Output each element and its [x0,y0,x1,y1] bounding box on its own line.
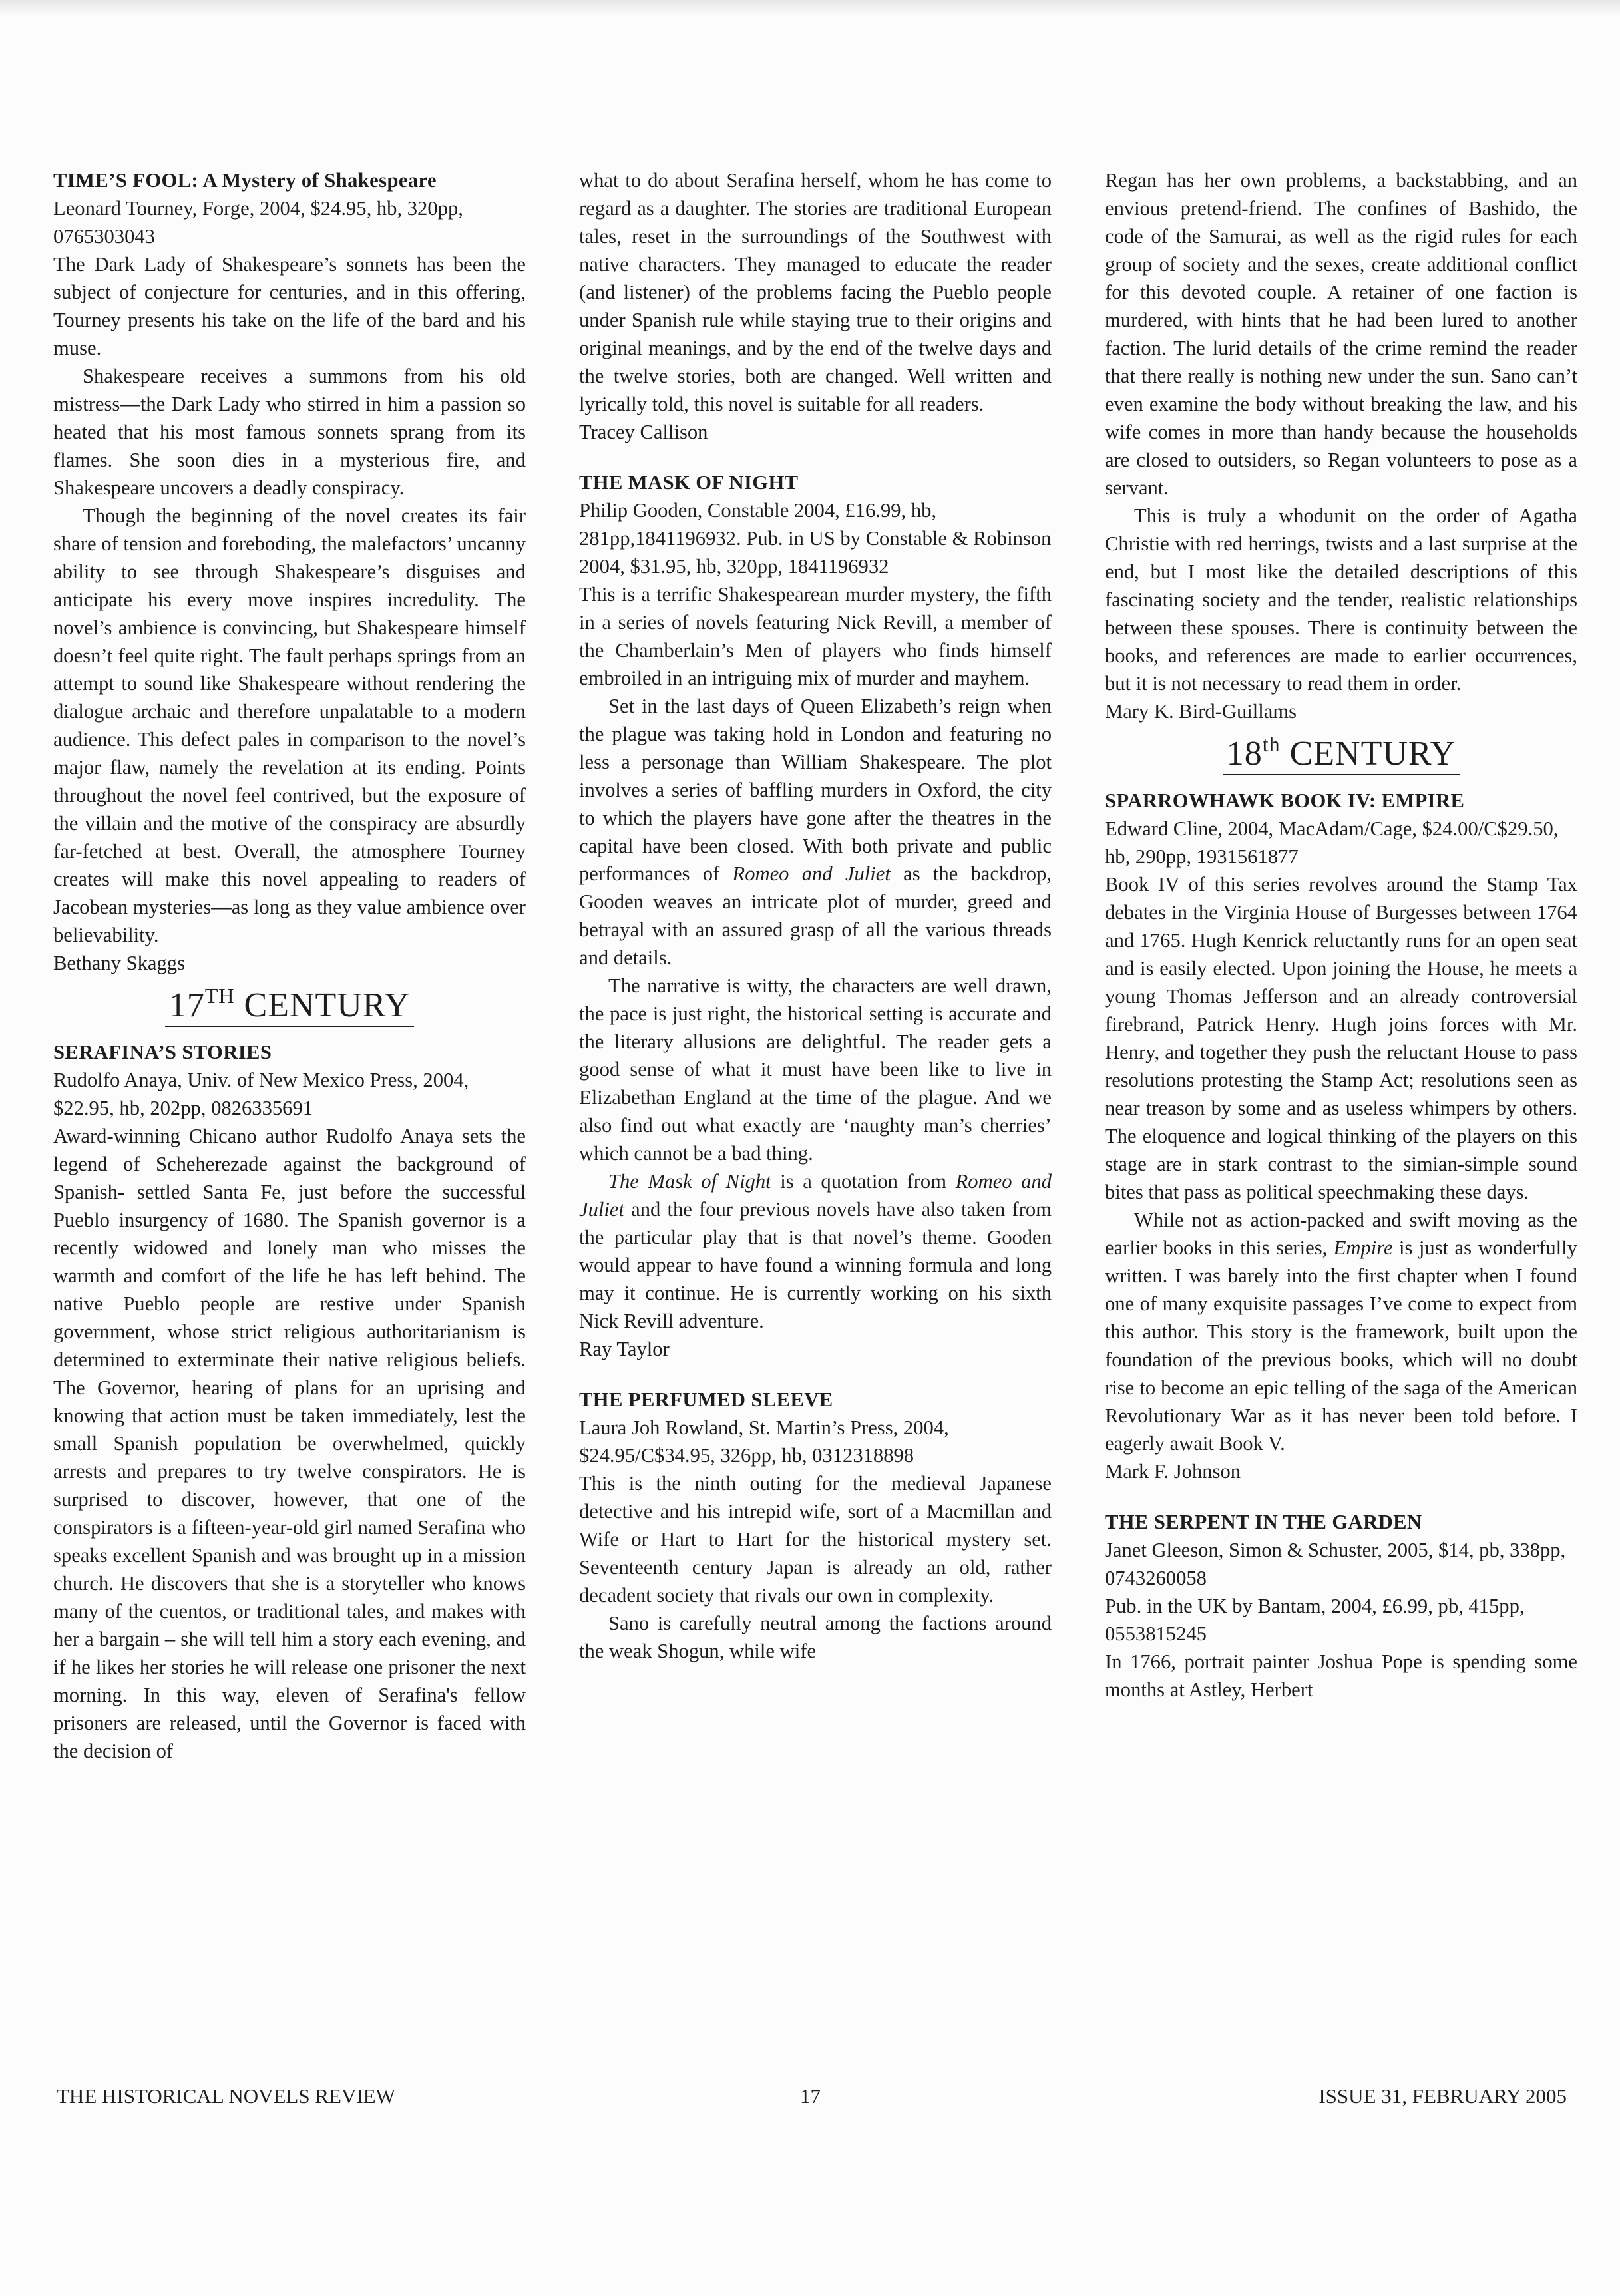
review-paragraph: Book IV of this series revolves around the Stamp Tax debates in the Virginia House of Burgesses between 1764 and 1765. Hugh Kenrick reluctantly runs for an open seat and is easily elected. Upon joining the House, he meets a young Thomas Jefferson and an already controversial firebrand, Patrick Henry. Hugh joins forces with Mr. Henry, and together they push the reluctant House to pass resolutions protesting the Stamp Act; resolutions seen as near treason by some and as useless whimpers by others. The eloquence and logical thinking of the players on this stage are in stark contrast to the simian-simple sound bites that pass as political speechmaking these days. [1105,873,1577,1203]
review-paragraph: Regan has her own problems, a backstabbing, and an envious pretend-friend. The confines of Bashido, the code of the Samurai, as well as the rigid rules for each group of society and the sexes, create additional conflict for this devoted couple. A retainer of one faction is murdered, with hints that he had been lured to another faction. The lurid details of the crime remind the reader that there really is nothing new under the sun. Sano can’t even examine the body without breaking the law, and his wife comes in more than handy because the households are closed to outsiders, so Regan volunteers to pose as a servant. [1105,169,1577,499]
review-paragraph: what to do about Serafina herself, whom he has come to regard as a daughter. The stories are traditional European tales, reset in the surroundings of the Southwest with native characters. They managed to educate the reader (and listener) of the problems facing the Pueblo people under Spanish rule while staying true to their origins and original meanings, and by the end of the twelve days and the twelve stories, both are changed. Well written and lyrically told, this novel is suitable for all readers. [579,169,1052,415]
century-suffix: TH [204,984,235,1008]
footer-publication-name: THE HISTORICAL NOVELS REVIEW [57,2084,395,2108]
century-word: CENTURY [1289,735,1456,773]
review-paragraph: This is truly a whodunit on the order of Agatha Christie with red herrings, twists and a last surprise at the end, but I most like the detailed descriptions of this fascinating society and the tender, realistic relationships between these spouses. There is continuity between the books, and references are made to earlier occurrences, but it is not necessary to read them in order. [1105,504,1577,695]
review-paragraph: Award-winning Chicano author Rudolfo Anaya sets the legend of Scheherezade against the background of Spanish- settled Santa Fe, just before the successful Pueblo insurgency of 1680. The Spanish governor is a recently widowed and lonely man who misses the warmth and comfort of the life he has left behind. The native Pueblo people are restive under Spanish government, whose strict religious authoritarianism is determined to exterminate their native religious beliefs. The Governor, hearing of plans for an uprising and knowing that action must be taken immediately, lest the small Spanish population be overwhelmed, quickly arrests and prepares to try twelve conspirators. He is surprised to discover, however, that one of the conspirators is a fifteen-year-old girl named Serafina who speaks excellent Spanish and was brought up in a mission church. He discovers that she is a storyteller who knows many of the cuentos, or traditional tales, and makes with her a bargain – she will tell him a story each evening, and if he likes her stories he will release one prisoner the next morning. In this way, eleven of Serafina's fellow prisoners are released, until the Governor is faced with the decision of [53,1125,526,1762]
section-heading-18th-century [1105,732,1577,773]
section-heading-17th-century [53,986,526,1025]
review-paragraph: This is a terrific Shakespearean murder mystery, the fifth in a series of novels featuring Nick Revill, a member of the Chamberlain’s Men of players who finds himself embroiled in an intriguing mix of murder and mayhem. [579,583,1052,689]
review-meta: Philip Gooden, Constable 2004, £16.99, hb, 281pp,1841196932. Pub. in US by Constable & Robinson 2004, $31.95, hb, 320pp, 1841196932 [579,499,1052,578]
review-paragraph [579,692,1052,972]
review-title: SPARROWHAWK BOOK IV: EMPIRE [1105,789,1465,812]
footer-page-number: 17 [800,2084,821,2108]
reviewer-name: Mary K. Bird-Guillams [1105,700,1297,723]
review-title: THE MASK OF NIGHT [579,471,799,494]
text-run: While not as action-packed and swift moving as the earlier books in this series, [1105,1209,1577,1259]
reviewer-name: Mark F. Johnson [1105,1460,1241,1483]
text-run: Set in the last days of Queen Elizabeth’s reign when the plague was taking hold in London and featuring no less a personage than William Shakespeare. The plot involves a series of baffling murders in Oxford, the city to which the players have gone after the theatres in the capital have been closed. With both private and public performances of [579,695,1052,885]
review-meta: Edward Cline, 2004, MacAdam/Cage, $24.00/C$29.50, hb, 290pp, 1931561877 [1105,817,1559,868]
reviewer-name: Tracey Callison [579,421,708,443]
reviewer-name: Bethany Skaggs [53,952,185,974]
review-title: THE PERFUMED SLEEVE [579,1388,833,1411]
column-1 [53,166,526,1765]
review-paragraph [1105,1206,1577,1457]
review-meta: Leonard Tourney, Forge, 2004, $24.95, hb, 320pp, 0765303043 [53,197,463,248]
review-title: TIME’S FOOL: A Mystery of Shakespeare [53,169,437,192]
review-paragraph: In 1766, portrait painter Joshua Pope is spending some months at Astley, Herbert [1105,1650,1577,1701]
review-paragraph: Though the beginning of the novel creates its fair share of tension and foreboding, the malefactors’ uncanny ability to see through Shakespeare’s disguises and anticipate his every move inspires incredulity. The novel’s ambience is convincing, but Shakespeare himself doesn’t feel quite right. The fault perhaps springs from an attempt to sound like Shakespeare without rendering the dialogue archaic and therefore unpalatable to a modern audience. This defect pales in comparison to the novel’s major flaw, namely the revelation at its ending. Points throughout the novel feel contrived, but the exposure of the villain and the motive of the conspiracy are absurdly far-fetched at best. Overall, the atmosphere Tourney creates will make this novel appealing to readers of Jacobean mysteries—as long as they value ambience over believability. [53,504,526,946]
review-paragraph: This is the ninth outing for the medieval Japanese detective and his intrepid wife, sort of a Macmillan and Wife or Hart to Hart for the historical mystery set. Seventeenth century Japan is already an old, rather decadent society that rivals our own in complexity. [579,1472,1052,1607]
century-number: 18 [1226,735,1263,773]
text-run: as the backdrop, Gooden weaves an intricate plot of murder, greed and betrayal with an assured grasp of all the various threads and details. [579,862,1052,969]
top-edge-shadow [0,0,1620,16]
column-2 [579,166,1052,1665]
century-suffix: th [1262,732,1281,756]
review-paragraph [579,1167,1052,1335]
review-meta: Rudolfo Anaya, Univ. of New Mexico Press, 2004, $22.95, hb, 202pp, 0826335691 [53,1069,469,1119]
italic-title: Romeo and Juliet [732,862,891,885]
review-title: THE SERPENT IN THE GARDEN [1105,1511,1422,1533]
italic-title: Empire [1333,1237,1393,1259]
text-run: is a quotation from [771,1170,956,1193]
italic-title: The Mask of Night [608,1170,771,1193]
review-meta: Janet Gleeson, Simon & Schuster, 2005, $14, pb, 338pp, 0743260058 [1105,1539,1566,1589]
review-paragraph: Sano is carefully neutral among the factions around the weak Shogun, while wife [579,1612,1052,1662]
text-run: and the four previous novels have also taken from the particular play that is that novel’s theme. Gooden would appear to have found a winning formula and long may it continue. He is currently working on his sixth Nick Revill adventure. [579,1198,1052,1332]
century-word: CENTURY [244,986,411,1024]
review-meta: Pub. in the UK by Bantam, 2004, £6.99, pb, 415pp, 0553815245 [1105,1595,1525,1645]
review-paragraph: The Dark Lady of Shakespeare’s sonnets has been the subject of conjecture for centuries, and in this offering, Tourney presents his take on the life of the bard and his muse. [53,253,526,359]
reviewer-name: Ray Taylor [579,1338,670,1360]
text-run: is just as wonderfully written. I was barely into the first chapter when I found one of many exquisite passages I’ve come to expect from this author. This story is the framework, built upon the foundation of the previous books, which will no doubt rise to become an epic telling of the saga of the American Revolutionary War as it has never been told before. I eagerly await Book V. [1105,1237,1577,1455]
review-meta: Laura Joh Rowland, St. Martin’s Press, 2004, $24.95/C$34.95, 326pp, hb, 0312318898 [579,1416,949,1467]
review-paragraph: The narrative is witty, the characters are well drawn, the pace is just right, the historical setting is accurate and the literary allusions are delightful. The reader gets a good sense of what it must have been like to live in Elizabethan England at the time of the plague. And we also find out what exactly are ‘naughty man’s cherries’ which cannot be a bad thing. [579,974,1052,1165]
italic-title: Romeo and Juliet [579,1170,1052,1221]
review-title: SERAFINA’S STORIES [53,1041,272,1063]
review-paragraph: Shakespeare receives a summons from his old mistress—the Dark Lady who stirred in him a passion so heated that his most famous sonnets sprang from its flames. She soon dies in a mysterious fire, and Shakespeare uncovers a deadly conspiracy. [53,365,526,499]
footer-issue-date: ISSUE 31, FEBRUARY 2005 [1318,2084,1567,2108]
column-3 [1105,166,1577,1704]
century-number: 17 [168,986,205,1024]
